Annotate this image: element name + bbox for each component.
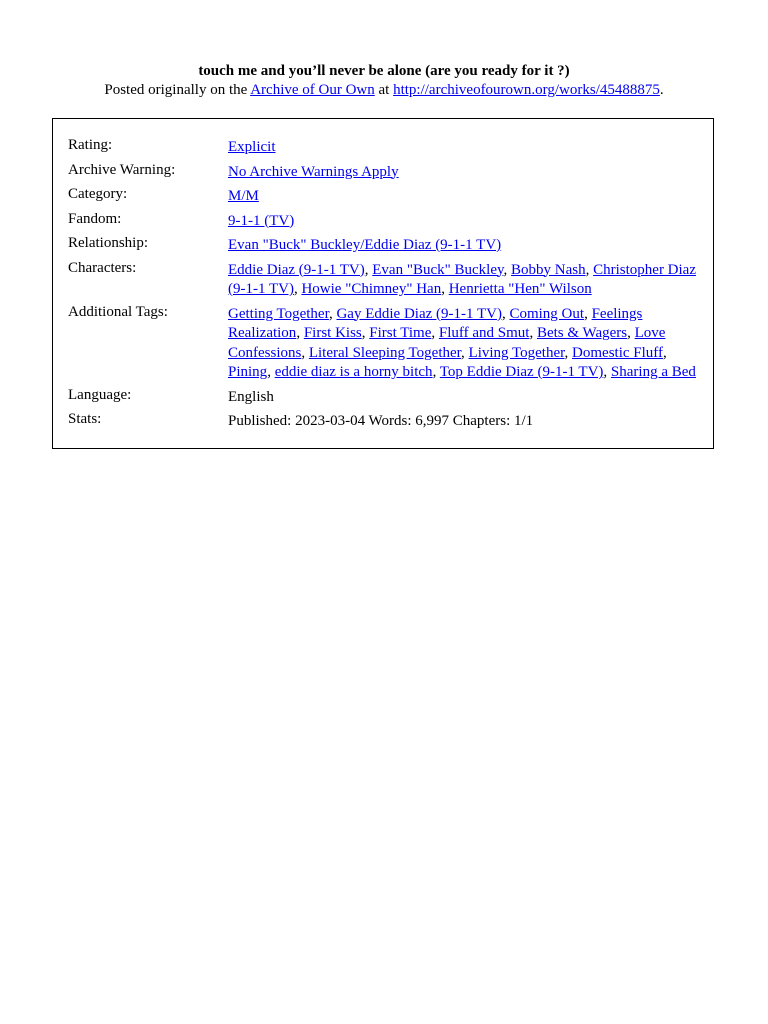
tags-label: Additional Tags: <box>68 303 168 320</box>
warning-link[interactable]: No Archive Warnings Apply <box>228 163 399 180</box>
tag-link[interactable]: Getting Together <box>228 305 329 322</box>
character-link[interactable]: Bobby Nash <box>511 261 586 278</box>
tag-link[interactable]: Fluff and Smut <box>438 325 530 341</box>
meta-row-fandom <box>68 210 698 235</box>
stats-label: Stats: <box>68 411 102 427</box>
work-meta-box <box>52 118 714 449</box>
meta-row-stats <box>68 410 698 435</box>
posted-prefix: Posted originally on the <box>104 82 251 98</box>
meta-row-relationship <box>68 234 698 259</box>
category-value <box>228 185 698 210</box>
characters-label: Characters: <box>68 259 137 276</box>
tag-link[interactable]: Bets & Wagers <box>536 325 628 341</box>
fandom-label: Fandom: <box>68 210 122 227</box>
category-link[interactable]: M/M <box>228 188 259 204</box>
meta-row-rating <box>68 136 698 161</box>
tag-link[interactable]: Living Together <box>468 344 565 361</box>
character-link[interactable]: Eddie Diaz (9-1-1 TV) <box>228 261 365 278</box>
tag-link[interactable]: Coming Out <box>509 305 585 322</box>
tag-link[interactable]: eddie diaz is a horny bitch <box>274 364 433 380</box>
posted-line <box>0 81 768 100</box>
rating-label: Rating: <box>68 137 113 153</box>
tag-link[interactable]: Domestic Fluff <box>572 344 663 361</box>
tag-link[interactable]: Love Confessions <box>228 325 666 361</box>
relationship-label: Relationship: <box>68 235 148 251</box>
posted-suffix: . <box>659 82 664 98</box>
work-url-link[interactable]: http://archiveofourown.org/works/45488875 <box>393 82 660 98</box>
work-meta-table <box>68 136 698 435</box>
archive-link[interactable]: Archive of Our Own <box>250 82 375 98</box>
language-value: English <box>228 388 274 405</box>
warning-label: Archive Warning: <box>68 161 176 178</box>
relationship-link[interactable]: Evan "Buck" Buckley/Eddie Diaz (9-1-1 TV) <box>228 237 502 253</box>
work-header <box>0 62 768 100</box>
tag-link[interactable]: Gay Eddie Diaz (9-1-1 TV) <box>336 305 502 322</box>
fandom-value <box>228 210 698 235</box>
characters-value: Eddie Diaz (9-1-1 TV), Evan "Buck" Buckley, Bobby Nash, Christopher Diaz (9-1-1 TV), Howie "Chimney" Han, Henrietta "Hen" Wilson <box>228 261 696 297</box>
meta-row-characters <box>68 259 698 303</box>
character-link[interactable]: Henrietta "Hen" Wilson <box>448 281 592 297</box>
rating-link[interactable]: Explicit <box>228 139 276 155</box>
relationship-value <box>228 234 698 259</box>
warning-value <box>228 161 698 186</box>
meta-row-language <box>68 386 698 411</box>
tag-link[interactable]: Top Eddie Diaz (9-1-1 TV) <box>439 364 604 380</box>
work-title: touch me and you’ll never be alone (are you ready for it ?) <box>198 63 570 79</box>
category-label: Category: <box>68 186 128 202</box>
tag-link[interactable]: Sharing a Bed <box>610 364 696 380</box>
character-link[interactable]: Christopher Diaz (9-1-1 TV) <box>228 261 696 297</box>
rating-value <box>228 136 698 161</box>
character-link[interactable]: Howie "Chimney" Han <box>301 281 442 297</box>
meta-row-category <box>68 185 698 210</box>
tag-link[interactable]: First Kiss <box>303 325 362 341</box>
character-link[interactable]: Evan "Buck" Buckley <box>372 261 504 278</box>
tag-link[interactable]: Pining <box>228 364 268 380</box>
tag-link[interactable]: Feelings Realization <box>228 305 643 341</box>
language-label: Language: <box>68 386 132 403</box>
stats-value: Published: 2023-03-04 Words: 6,997 Chapters: 1/1 <box>228 413 534 429</box>
fandom-link[interactable]: 9-1-1 (TV) <box>228 212 295 229</box>
meta-row-warning <box>68 161 698 186</box>
tags-value: Getting Together, Gay Eddie Diaz (9-1-1 TV), Coming Out, Feelings Realization, First Kiss, First Time, Fluff and Smut, Bets & Wagers, Love Confessions, Literal Sleeping Together, Living Together, Domestic Fluff, Pining, eddie diaz is a horny bitch, Top Eddie Diaz (9-1-1 TV), Sharing a Bed <box>228 305 696 380</box>
tag-link[interactable]: Literal Sleeping Together <box>308 344 462 361</box>
posted-middle: at <box>374 82 394 98</box>
tag-link[interactable]: First Time <box>369 325 432 341</box>
meta-row-tags <box>68 303 698 386</box>
